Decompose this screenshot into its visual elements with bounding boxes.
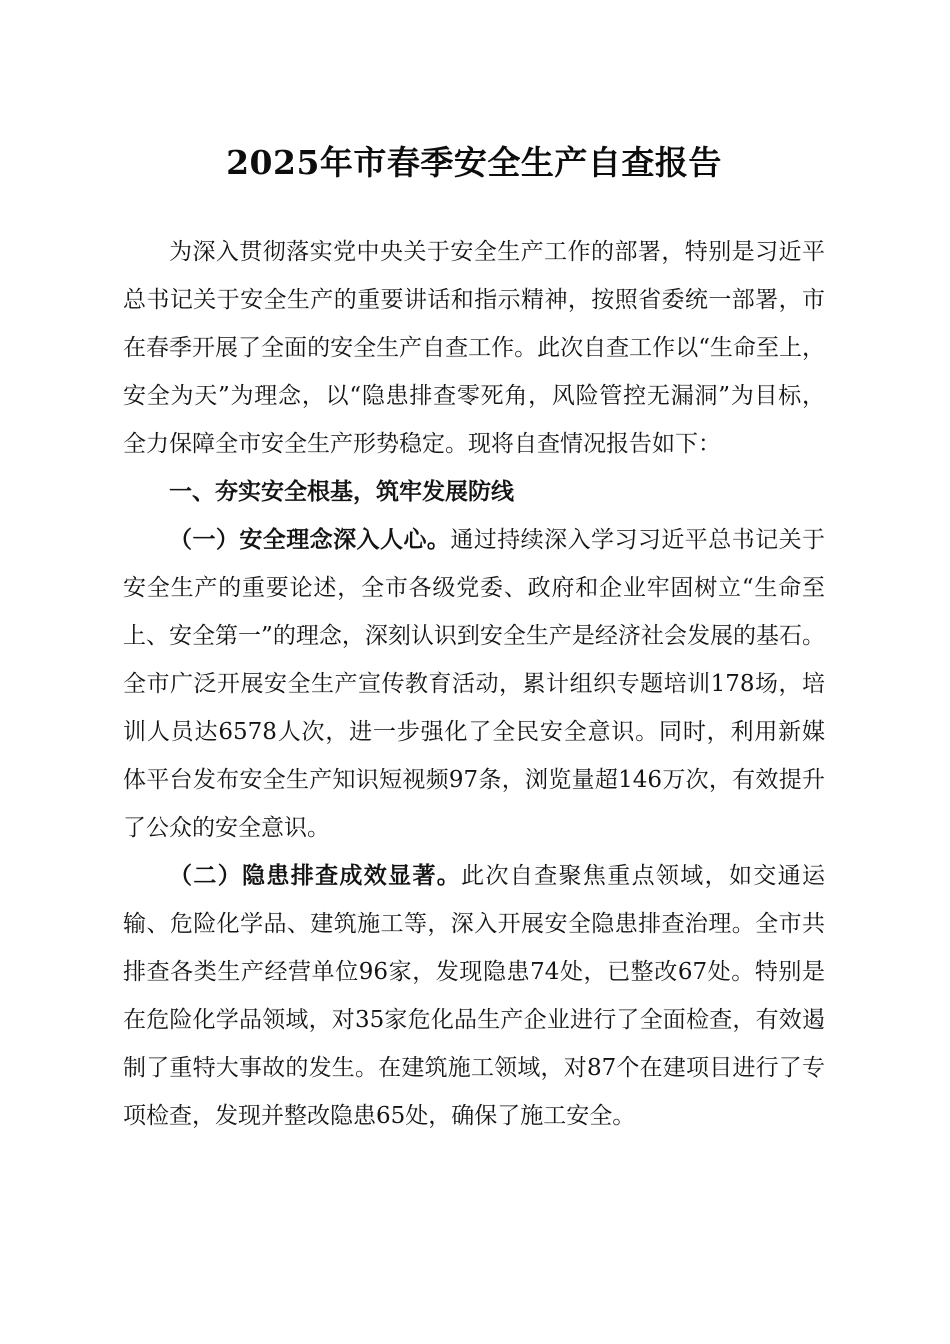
section-heading-1: 一、夯实安全根基，筑牢发展防线 — [169, 479, 514, 505]
intro-paragraph: 为深入贯彻落实党中央关于安全生产工作的部署，特别是习近平总书记关于安全生产的重要讲话和指示精神，按照省委统一部署，市在春季开展了全面的安全生产自查工作。此次自查工作以“生命至上，安全为天”为理念，以“隐患排查零死角，风险管控无漏洞”为目标，全力保障全市安全生产形势稳定。现将自查情况报告如下： — [123, 239, 825, 457]
document-content — [123, 138, 825, 1140]
subsection-lead-1: （一）安全理念深入人心。 — [169, 526, 451, 553]
subsection-paragraph-2 — [123, 852, 825, 1140]
subsection-lead-2: （二）隐患排查成效显著。 — [169, 862, 462, 889]
subsection-body-1: 通过持续深入学习习近平总书记关于安全生产的重要论述，全市各级党委、政府和企业牢固树立“生命至上、安全第一”的理念，深刻认识到安全生产是经济社会发展的基石。全市广泛开展安全生产宣传教育活动，累计组织专题培训178场，培训人员达6578人次，进一步强化了全民安全意识。同时，利用新媒体平台发布安全生产知识短视频97条，浏览量超146万次，有效提升了公众的安全意识。 — [123, 527, 826, 841]
subsection-paragraph-1 — [123, 516, 825, 852]
document-body — [123, 228, 825, 1140]
document-title: 2025年市春季安全生产自查报告 — [226, 143, 722, 182]
subsection-body-2: 此次自查聚焦重点领域，如交通运输、危险化学品、建筑施工等，深入开展安全隐患排查治理。全市共排查各类生产经营单位96家，发现隐患74处，已整改67处。特别是在危险化学品领域，对35家危化品生产企业进行了全面检查，有效遏制了重特大事故的发生。在建筑施工领域，对87个在建项目进行了专项检查，发现并整改隐患65处，确保了施工安全。 — [123, 863, 826, 1129]
